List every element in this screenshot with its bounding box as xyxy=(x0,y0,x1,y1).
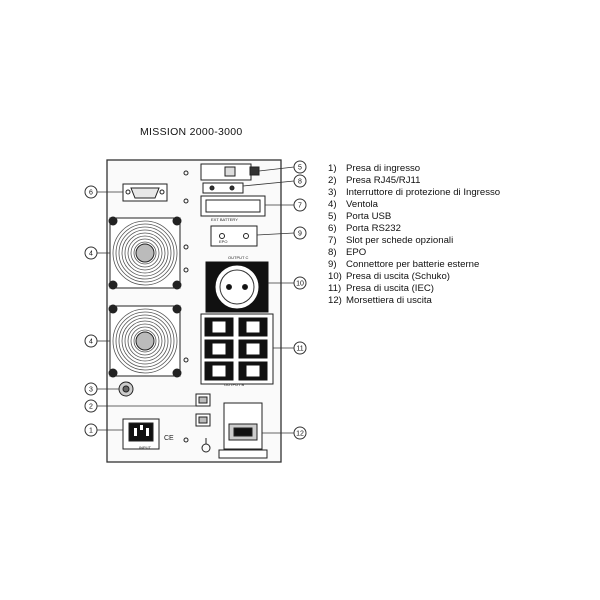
label-ext-battery: EXT BATTERY xyxy=(211,217,238,222)
legend-number: 10) xyxy=(328,271,342,282)
legend-number: 6) xyxy=(328,223,337,234)
iec-outlet xyxy=(205,340,233,358)
legend-text: EPO xyxy=(346,247,367,258)
svg-text:CE: CE xyxy=(164,435,174,442)
legend-text: Porta USB xyxy=(346,211,392,222)
legend-text: Slot per schede opzionali xyxy=(346,235,454,246)
legend-number: 12) xyxy=(328,295,342,306)
legend-item xyxy=(328,199,500,211)
callout-number: 1 xyxy=(89,427,93,435)
iec-outlet xyxy=(205,362,233,380)
legend-item xyxy=(328,223,500,235)
epo-connector xyxy=(203,183,243,193)
legend-item xyxy=(328,187,500,199)
legend-item xyxy=(328,235,500,247)
diagram-title: MISSION 2000-3000 xyxy=(140,126,243,138)
legend-number: 2) xyxy=(328,175,337,186)
legend-number: 8) xyxy=(328,247,337,258)
output-terminal-block xyxy=(219,403,267,458)
legend-text: Connettore per batterie esterne xyxy=(346,259,480,270)
legend-text: Porta RS232 xyxy=(346,223,401,234)
legend-list xyxy=(328,163,500,307)
callout-number: 7 xyxy=(298,202,302,210)
legend-item xyxy=(328,295,500,307)
legend-number: 9) xyxy=(328,259,337,270)
legend-text: Presa di uscita (Schuko) xyxy=(346,271,450,282)
callout-number: 2 xyxy=(89,403,93,411)
legend-item xyxy=(328,271,500,283)
callout-4 xyxy=(85,335,110,347)
input-breaker xyxy=(119,382,133,396)
legend-number: 3) xyxy=(328,187,337,198)
legend-number: 4) xyxy=(328,199,337,210)
option-slot xyxy=(201,196,265,216)
legend-number: 7) xyxy=(328,235,337,246)
callout-number: 12 xyxy=(296,430,304,438)
callout-number: 9 xyxy=(298,230,302,238)
callout-number: 3 xyxy=(89,386,93,394)
callout-number: 11 xyxy=(296,345,304,353)
callout-number: 4 xyxy=(89,250,93,258)
iec-outlet xyxy=(239,318,267,336)
callout-number: 6 xyxy=(89,189,93,197)
legend-item xyxy=(328,259,500,271)
callout-number: 4 xyxy=(89,338,93,346)
label-output-c: OUTPUT C xyxy=(228,255,249,260)
callout-4 xyxy=(85,247,110,259)
callout-number: 5 xyxy=(298,164,302,172)
fan-1 xyxy=(109,217,181,289)
legend-number: 1) xyxy=(328,163,337,174)
legend-item xyxy=(328,175,500,187)
legend-item xyxy=(328,211,500,223)
legend-item xyxy=(328,247,500,259)
label-input: INPUT xyxy=(139,445,151,450)
legend-text: Presa RJ45/RJ11 xyxy=(346,175,421,186)
legend-text: Ventola xyxy=(346,199,379,210)
callout-number: 10 xyxy=(296,280,304,288)
legend-item xyxy=(328,163,500,175)
legend-text: Morsettiera di uscita xyxy=(346,295,432,306)
fan-2 xyxy=(109,305,181,377)
legend-text: Presa di uscita (IEC) xyxy=(346,283,434,294)
label-output-b: OUTPUT B xyxy=(224,382,245,387)
iec-outlet xyxy=(205,318,233,336)
iec-outlet xyxy=(239,362,267,380)
legend-number: 5) xyxy=(328,211,337,222)
rs232-port xyxy=(123,184,167,201)
iec-outlets xyxy=(201,314,273,384)
schuko-outlet xyxy=(206,262,268,312)
legend-item xyxy=(328,283,500,295)
legend-text: Presa di ingresso xyxy=(346,163,421,174)
label-epo: EPO xyxy=(219,239,228,244)
callout-number: 8 xyxy=(298,178,302,186)
iec-outlet xyxy=(239,340,267,358)
legend-number: 11) xyxy=(328,283,342,294)
ext-battery-connector xyxy=(211,226,257,246)
legend-text: Interruttore di protezione di Ingresso xyxy=(346,187,501,198)
